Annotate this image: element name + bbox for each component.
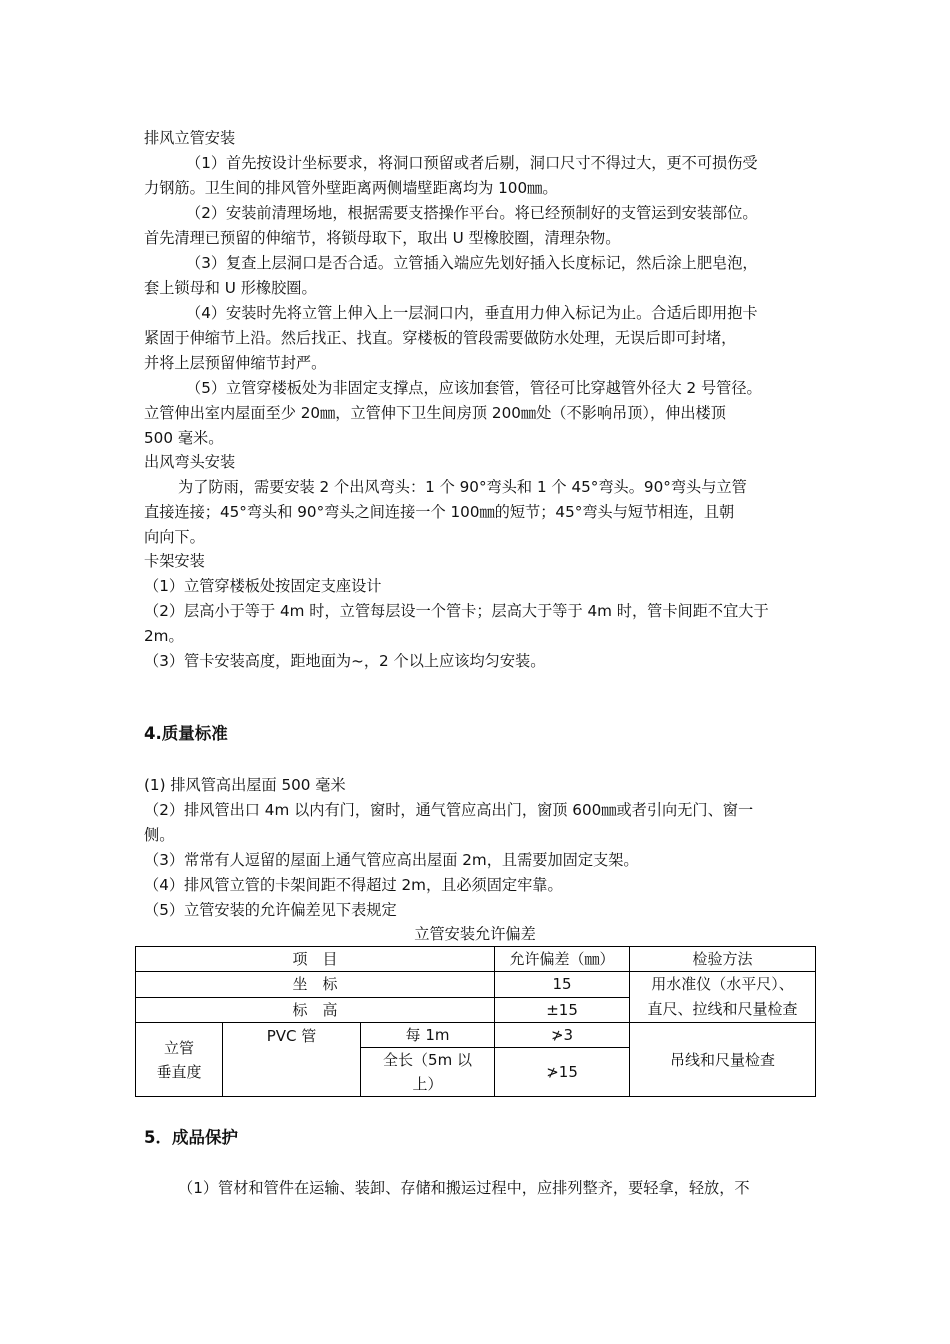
row-dev-per-meter: ≯3 — [495, 1023, 630, 1048]
row-method-level — [630, 972, 816, 1023]
riser-step-3-cont: 套上锁母和 U 形橡胶圈。 — [144, 279, 317, 297]
section-title-elbow: 出风弯头安装 — [144, 453, 236, 471]
table-row — [136, 972, 816, 998]
table-row — [136, 1023, 816, 1048]
elbow-text-cont: 直接连接；45°弯头和 90°弯头之间连接一个 100㎜的短节；45°弯头与短节相连，且朝 — [144, 503, 735, 521]
quality-item-2-cont: 侧。 — [144, 826, 175, 844]
riser-step-4: （4）安装时先将立管上伸入上一层洞口内，垂直用力伸入标记为止。合适后即用抱卡 — [186, 304, 758, 322]
quality-item-3: （3）常常有人逗留的屋面上通气管应高出屋面 2m，且需要加固定支架。 — [144, 851, 639, 869]
bracket-item-2-cont: 2m。 — [144, 627, 184, 645]
riser-step-4-cont2: 并将上层预留伸缩节封严。 — [144, 354, 327, 372]
row-item-coordinate: 坐 标 — [136, 972, 495, 998]
bracket-item-1: （1）立管穿楼板处按固定支座设计 — [144, 577, 382, 595]
riser-step-3: （3）复查上层洞口是否合适。立管插入端应先划好插入长度标记，然后涂上肥皂泡， — [186, 254, 758, 272]
row-dev-full-length: ≯15 — [495, 1048, 630, 1097]
quality-item-1: (1) 排风管高出屋面 500 毫米 — [144, 776, 346, 794]
riser-step-5: （5）立管穿楼板处为非固定支撑点，应该加套管，管径可比穿越管外径大 2 号管径。 — [186, 379, 762, 397]
header-deviation: 允许偏差（㎜） — [495, 947, 630, 972]
table-header-row — [136, 947, 816, 972]
category-line-2: 垂直度 — [156, 1062, 202, 1081]
riser-step-5-cont2: 500 毫米。 — [144, 429, 224, 447]
elbow-text-cont2: 向向下。 — [144, 528, 205, 546]
method-line-1: 用水准仪（水平尺）、 — [651, 975, 794, 993]
row-dev-coordinate: 15 — [495, 972, 630, 998]
riser-step-2-cont: 首先清理已预留的伸缩节，将锁母取下，取出 U 型橡胶圈，清理杂物。 — [144, 229, 621, 247]
deviation-table — [135, 946, 816, 1097]
bracket-item-2: （2）层高小于等于 4m 时，立管每层设一个管卡；层高大于等于 4m 时，管卡间距不宜大于 — [144, 602, 769, 620]
method-line-2: 直尺、拉线和尺量检查 — [647, 1000, 798, 1018]
riser-step-1: （1）首先按设计坐标要求，将洞口预留或者后剔，洞口尺寸不得过大，更不可损伤受 — [186, 154, 758, 172]
riser-step-1-cont: 力钢筋。卫生间的排风管外壁距离两侧墙壁距离均为 100㎜。 — [144, 179, 558, 197]
row-dev-elevation: ±15 — [495, 997, 630, 1023]
section-title-protection: 5．成品保护 — [144, 1128, 238, 1147]
riser-step-2: （2）安装前清理场地，根据需要支搭操作平台。将已经预制好的支管运到安装部位。 — [186, 204, 758, 222]
full-length-line-2: 上） — [412, 1075, 443, 1093]
quality-item-5: （5）立管安装的允许偏差见下表规定 — [144, 901, 397, 919]
table-caption: 立管安装允许偏差 — [414, 925, 536, 943]
row-sub-full-length — [361, 1048, 495, 1097]
row-method-plumb: 吊线和尺量检查 — [630, 1023, 816, 1097]
category-line-1: 立管 — [163, 1038, 194, 1057]
full-length-line-1: 全长（5m 以 — [383, 1051, 472, 1069]
riser-step-5-cont: 立管伸出室内屋面至少 20㎜，立管伸下卫生间房顶 200㎜处（不影响吊顶），伸出楼顶 — [144, 404, 726, 422]
riser-step-4-cont: 紧固于伸缩节上沿。然后找正、找直。穿楼板的管段需要做防水处理，无误后即可封堵， — [144, 329, 737, 347]
row-sub-per-meter: 每 1m — [361, 1023, 495, 1048]
bracket-item-3: （3）管卡安装高度，距地面为~，2 个以上应该均匀安装。 — [144, 652, 546, 670]
section-title-quality: 4.质量标准 — [144, 724, 228, 743]
row-category — [136, 1023, 223, 1097]
quality-item-4: （4）排风管立管的卡架间距不得超过 2m，且必须固定牢靠。 — [144, 876, 563, 894]
header-item: 项 目 — [136, 947, 495, 972]
protection-item-1: （1）管材和管件在运输、装卸、存储和搬运过程中，应排列整齐，要轻拿，轻放，不 — [178, 1179, 750, 1197]
header-method: 检验方法 — [630, 947, 816, 972]
section-title-riser: 排风立管安装 — [144, 129, 236, 147]
row-pipe-type: PVC 管 — [223, 1023, 361, 1097]
quality-item-2: （2）排风管出口 4m 以内有门，窗时，通气管应高出门，窗顶 600㎜或者引向无门、窗一 — [144, 801, 754, 819]
section-title-bracket: 卡架安装 — [144, 552, 205, 570]
row-item-elevation: 标 高 — [136, 997, 495, 1023]
elbow-text: 为了防雨，需要安装 2 个出风弯头：1 个 90°弯头和 1 个 45°弯头。90°弯头与立管 — [178, 478, 747, 496]
